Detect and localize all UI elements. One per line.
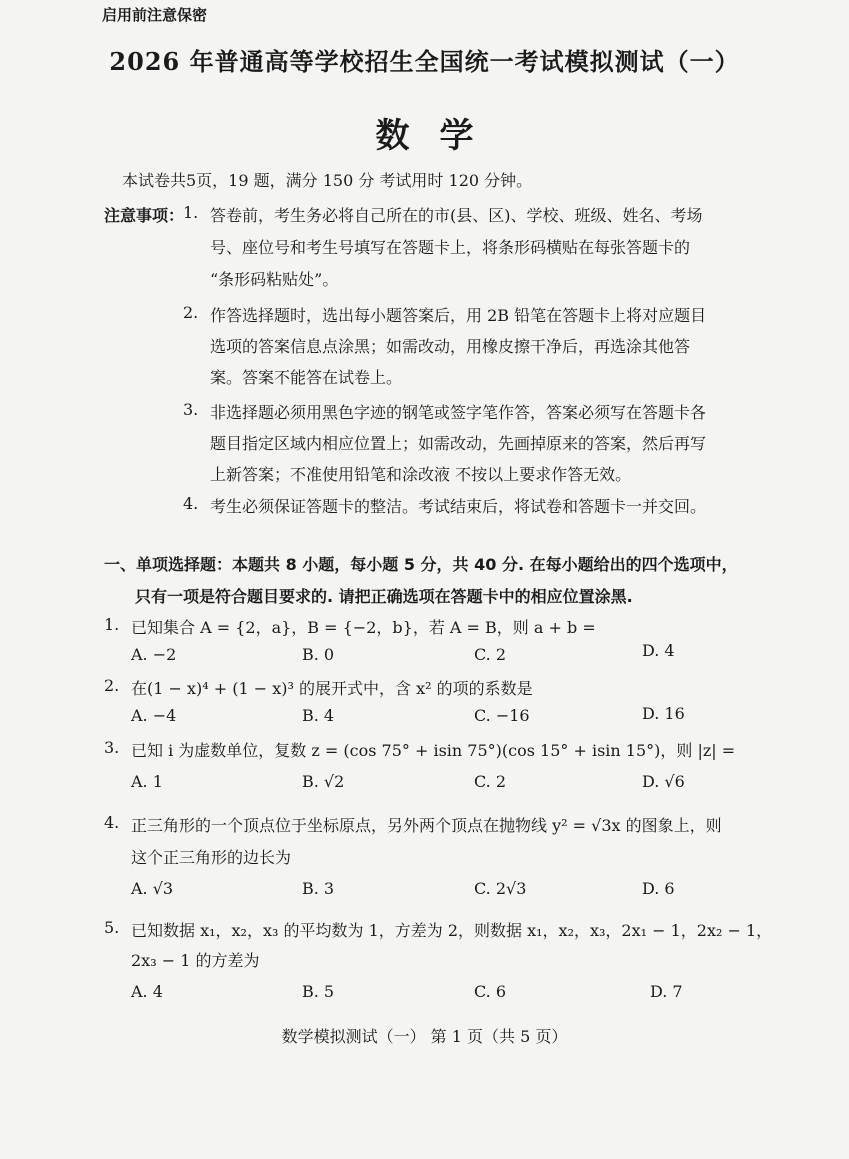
notice-line: 题目指定区域内相应位置上；如需改动，先画掉原来的答案，然后再写 (210, 434, 707, 453)
notice-number: 3. (183, 400, 199, 419)
option-d: D. 7 (650, 982, 683, 1001)
question-text: 已知数据 x₁，x₂，x₃ 的平均数为 1，方差为 2，则数据 x₁，x₂，x₃，2x₁ − 1，2x₂ − 1， (131, 921, 773, 940)
option-b: B. 4 (302, 706, 335, 725)
option-d: D. 6 (642, 879, 675, 898)
question-text: 正三角形的一个顶点位于坐标原点，另外两个顶点在抛物线 y² = √3x 的图象上，则 (131, 816, 722, 835)
exam-title: 2026 年普通高等学校招生全国统一考试模拟测试（一） (109, 47, 740, 76)
question-text: 在(1 − x)⁴ + (1 − x)³ 的展开式中，含 x² 的项的系数是 (131, 679, 533, 698)
question-text-cont: 这个正三角形的边长为 (131, 848, 292, 867)
option-b: B. 5 (302, 982, 335, 1001)
option-c: C. 2 (474, 645, 507, 664)
notice-line: 选项的答案信息点涂黑；如需改动，用橡皮擦干净后，再选涂其他答 (210, 337, 691, 356)
option-d: D. 16 (642, 704, 685, 723)
question-text: 已知集合 A = {2，a}，B = {−2，b}，若 A = B，则 a + b = (131, 618, 596, 637)
question-number: 1. (104, 615, 120, 634)
notice-label: 注意事项： (104, 206, 185, 225)
section-heading: 一、单项选择题：本题共 8 小题，每小题 5 分，共 40 分. 在每小题给出的四个选项中， (104, 555, 738, 574)
notice-line: 上新答案；不准使用铅笔和涂改液 不按以上要求作答无效。 (210, 465, 632, 484)
section-heading-cont: 只有一项是符合题目要求的. 请把正确选项在答题卡中的相应位置涂黑. (135, 587, 633, 606)
option-a: A. −2 (131, 645, 177, 664)
notice-line: 号、座位号和考生号填写在答题卡上，将条形码横贴在每张答题卡的 (210, 238, 691, 257)
question-text-cont: 2x₃ − 1 的方差为 (131, 951, 260, 970)
question-number: 4. (104, 813, 120, 832)
option-c: C. 2 (474, 772, 507, 791)
option-c: C. 6 (474, 982, 507, 1001)
option-b: B. 0 (302, 645, 335, 664)
question-number: 5. (104, 918, 120, 937)
option-b: B. √2 (302, 772, 345, 791)
option-c: C. 2√3 (474, 879, 527, 898)
question-number: 2. (104, 676, 120, 695)
notice-line: 作答选择题时，选出每小题答案后，用 2B 铅笔在答题卡上将对应题目 (210, 306, 707, 325)
notice-number: 1. (183, 203, 199, 222)
notice-line: 案。答案不能答在试卷上。 (210, 368, 403, 387)
option-a: A. 1 (131, 772, 163, 791)
question-number: 3. (104, 738, 120, 757)
option-d: D. √6 (642, 772, 685, 791)
subject-title: 数学 (375, 116, 504, 156)
exam-info: 本试卷共5页，19 题，满分 150 分 考试用时 120 分钟。 (122, 171, 533, 190)
page-footer: 数学模拟测试（一） 第 1 页（共 5 页） (281, 1027, 568, 1046)
confidential-label: 启用前注意保密 (102, 6, 208, 24)
option-b: B. 3 (302, 879, 335, 898)
option-a: A. 4 (131, 982, 163, 1001)
notice-line: “条形码粘贴处”。 (210, 270, 339, 289)
notice-line: 答卷前，考生务必将自己所在的市(县、区)、学校、班级、姓名、考场 (210, 206, 703, 225)
notice-line: 考生必须保证答题卡的整洁。考试结束后，将试卷和答题卡一并交回。 (210, 497, 707, 516)
question-text: 已知 i 为虚数单位，复数 z = (cos 75° + isin 75°)(cos 15° + isin 15°)，则 |z| = (131, 741, 736, 760)
notice-number: 2. (183, 303, 199, 322)
option-a: A. −4 (131, 706, 177, 725)
option-d: D. 4 (642, 641, 675, 660)
option-c: C. −16 (474, 706, 530, 725)
notice-number: 4. (183, 494, 199, 513)
notice-line: 非选择题必须用黑色字迹的钢笔或签字笔作答，答案必须写在答题卡各 (210, 403, 707, 422)
option-a: A. √3 (131, 879, 174, 898)
